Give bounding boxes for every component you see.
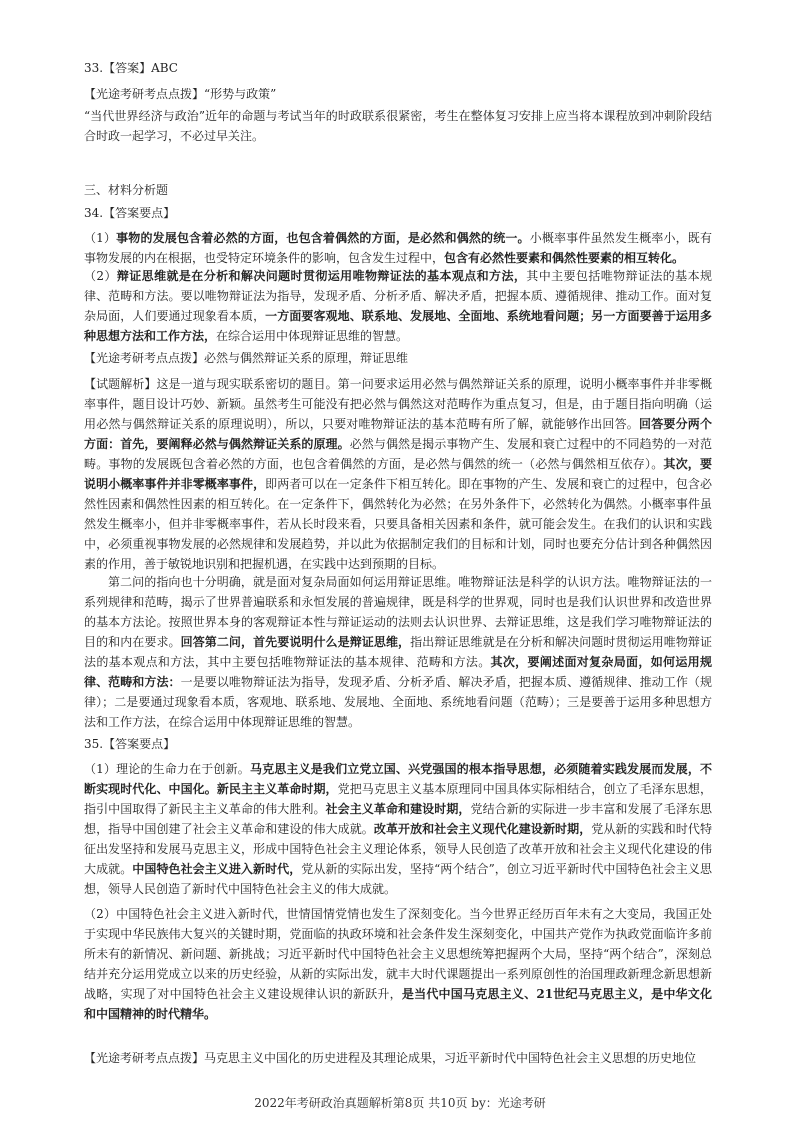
q35-p1-seg: 马克思主义是我们立党立国、兴党强国的根本指导思想，必须随着实践发展而发展，不断实现时代化、中国化。新民主主义革命时期， — [84, 762, 712, 796]
q34-analysis-seg: 回答要分两个方面：首先，要阐释必然与偶然辩证关系的原理。 — [84, 417, 712, 451]
q35-p1-seg: 党从新的实际出发，坚持“两个结合”，创立习近平新时代中国特色社会主义思想，领导人民创造了新时代中国特色社会主义的伟大成就。 — [84, 862, 712, 896]
q34-analysis-seg: 【试题解析】这是一道与现实联系密切的题目。第一问要求运用必然与偶然辩证关系的原理，说明小概率事件并非零概率事件，题目设计巧妙、新颖。虽然考生可能没有把必然与偶然这对范畴作为重点复习，但是，由于题目指向明确（运用必然与偶然辩证关系的原理说明），所以，只要对唯物辩证法的基本范畴有所了解，就能够作出回答。 — [84, 377, 712, 431]
q35-p1-seg: 党把马克思主义基本原理同中国具体实际相结合，创立了毛泽东思想，指引中国取得了新民主主义革命的伟大胜利。 — [84, 782, 712, 816]
q34-p1-seg: 事物的发展包含着必然的方面，也包含着偶然的方面，是必然和偶然的统一。 — [116, 231, 530, 245]
q34-p1-seg: 小概率事件虽然发生概率小，既有事物发展的内在根据，也受特定环境条件的影响，包含发生过程中， — [84, 231, 712, 265]
q35-point-2 — [84, 904, 712, 1024]
q34-analysis-seg: 即两者可以在一定条件下相互转化。即在事物的产生、发展和衰亡的过程中，包含必然性因素和偶然性因素的相互转化。在一定条件下，偶然转化为必然；在另外条件下，必然转化为偶然。小概率事件虽然发生概率小，但并非零概率事件，若从长时段来看，只要具备相关因素和条件，就可能会发生。在我们的认识和实践中，必须重视事物发展的必然规律和发展趋势，并以此为依据制定我们的目标和计划，同时也要充分估计到各种偶然因素的作用，善于敏锐地识别和把握机遇，在实践中达到预期的目标。 — [84, 477, 712, 571]
q34-p1-seg: （1） — [84, 231, 117, 245]
q34-analysis-seg: 其次，要说明小概率事件并非零概率事件， — [84, 457, 712, 491]
q34-analysis2-seg: 回答第二问，首先要说明什么是辩证思维， — [180, 635, 411, 649]
q33-answer: 33.【答案】ABC — [84, 62, 178, 75]
q34-analysis-seg: 必然与偶然是揭示事物产生、发展和衰亡过程中的不同趋势的一对范畴。事物的发展既包含着必然的方面，也包含着偶然的方面，是必然与偶然的统一（必然与偶然相互依存）。 — [84, 437, 712, 471]
section-heading: 三、材料分析题 — [84, 184, 169, 197]
q34-analysis2-seg: 一是要以唯物辩证法为指导，发现矛盾、分析矛盾、解决矛盾，把握本质、遵循规律、推动工作（规律）；二是要通过现象看本质，客观地、联系地、发展地、全面地、系统地看问题（范畴）；三是要善于运用多种思想方法和工作方法，在综合运用中体现辩证思维的智慧。 — [84, 675, 712, 729]
q34-point-1 — [84, 228, 712, 268]
q34-analysis2-seg: 指出辩证思维就是在分析和解决问题时贯彻运用唯物辩证法的基本观点和方法，其中主要包括唯物辩证法的基本规律、范畴和方法。 — [84, 635, 712, 669]
q34-point-2 — [84, 266, 712, 346]
q35-p2-seg: 是当代中国马克思主义、21世纪马克思主义，是中华文化和中国精神的时代精华。 — [84, 987, 712, 1021]
q34-p2-seg: 一方面要客观地、联系地、发展地、全面地、系统地看问题；另一方面要善于运用多种思想方法和工作方法， — [84, 309, 712, 343]
q33-tip: 【光途考研考点点拨】“形势与政策” — [84, 88, 277, 101]
q35-p1-seg: 社会主义革命和建设时期， — [325, 802, 471, 816]
q34-analysis2-seg: 其次，要阐述面对复杂局面，如何运用规律、范畴和方法： — [84, 655, 712, 689]
q34-p2-seg: （2） — [84, 269, 117, 283]
q35-tip: 【光途考研考点点拨】马克思主义中国化的历史进程及其理论成果，习近平新时代中国特色社会主义思想的历史地位 — [84, 1052, 697, 1065]
q34-p1-seg: 包含有必然性要素和偶然性要素的相互转化。 — [444, 251, 685, 265]
q34-tip: 【光途考研考点点拨】必然与偶然辩证关系的原理，辩证思维 — [84, 352, 409, 365]
page-footer: 2022年考研政治真题解析第8页 共10页 by：光途考研 — [254, 1096, 546, 1110]
q35-p1-seg: 中国特色社会主义进入新时代， — [132, 862, 302, 876]
q34-analysis2-seg: 第二问的指向也十分明确，就是面对复杂局面如何运用辩证思维。唯物辩证法是科学的认识方法。唯物辩证法的一系列规律和范畴，揭示了世界普遍联系和永恒发展的普遍规律，既是科学的世界观，同时也是我们认识世界和改造世界的基本方法论。按照世界本身的客观辩证本性与辩证运动的法则去认识世界、去辩证思维，这是我们学习唯物辩证法的目的和内在要求。 — [84, 575, 712, 649]
q35-p1-seg: （1）理论的生命力在于创新。 — [84, 762, 250, 776]
q35-p2-seg: （2）中国特色社会主义进入新时代，世情国情党情也发生了深刻变化。当今世界正经历百年未有之大变局，我国正处于实现中华民族伟大复兴的关键时期，党面临的执政环境和社会条件发生深刻变化，中国共产党作为执政党面临许多前所未有的新情况、新问题、新挑战；习近平新时代中国特色社会主义思想统筹把握两个大局，坚持“两个结合”，深刻总结并充分运用党成立以来的历史经验，从新的实际出发，就丰大时代课题提出一系列原创性的治国理政新理念新思想新战略，实现了对中国特色社会主义建设规律认识的新跃升， — [84, 907, 712, 1001]
q33-body: “当代世界经济与政治”近年的命题与考试当年的时政联系很紧密，考生在整体复习安排上应当将本课程放到冲刺阶段结合时政一起学习，不必过早关注。 — [84, 109, 712, 143]
q34-analysis — [84, 374, 712, 574]
q35-p1-seg: 改革开放和社会主义现代化建设新时期， — [373, 822, 592, 836]
q34-p2-seg: 其中主要包括唯物辩证法的基本规律、范畴和方法。要以唯物辩证法为指导，发现矛盾、分析矛盾、解决矛盾，把握本质、遵循规律、推动工作。面对复杂局面，人们要通过现象看本质， — [84, 269, 712, 323]
q35-point-1 — [84, 759, 712, 899]
q34-p2-seg: 在综合运用中体现辩证思维的智慧。 — [216, 329, 409, 343]
q35-p1-seg: 党结合新的实际进一步丰富和发展了毛泽东思想，指导中国创建了社会主义革命和建设的伟大成就。 — [84, 802, 712, 836]
q35-p1-seg: 党从新的实践和时代特征出发坚持和发展马克思主义，形成中国特色社会主义理论体系，领导人民创造了改革开放和社会主义现代化建设的伟大成就。 — [84, 822, 712, 876]
q34-answer: 34.【答案要点】 — [84, 207, 176, 220]
q35-answer: 35.【答案要点】 — [84, 738, 176, 751]
q34-p2-seg: 辩证思维就是在分析和解决问题时贯彻运用唯物辩证法的基本观点和方法， — [116, 269, 527, 283]
q34-analysis-2 — [84, 572, 712, 732]
